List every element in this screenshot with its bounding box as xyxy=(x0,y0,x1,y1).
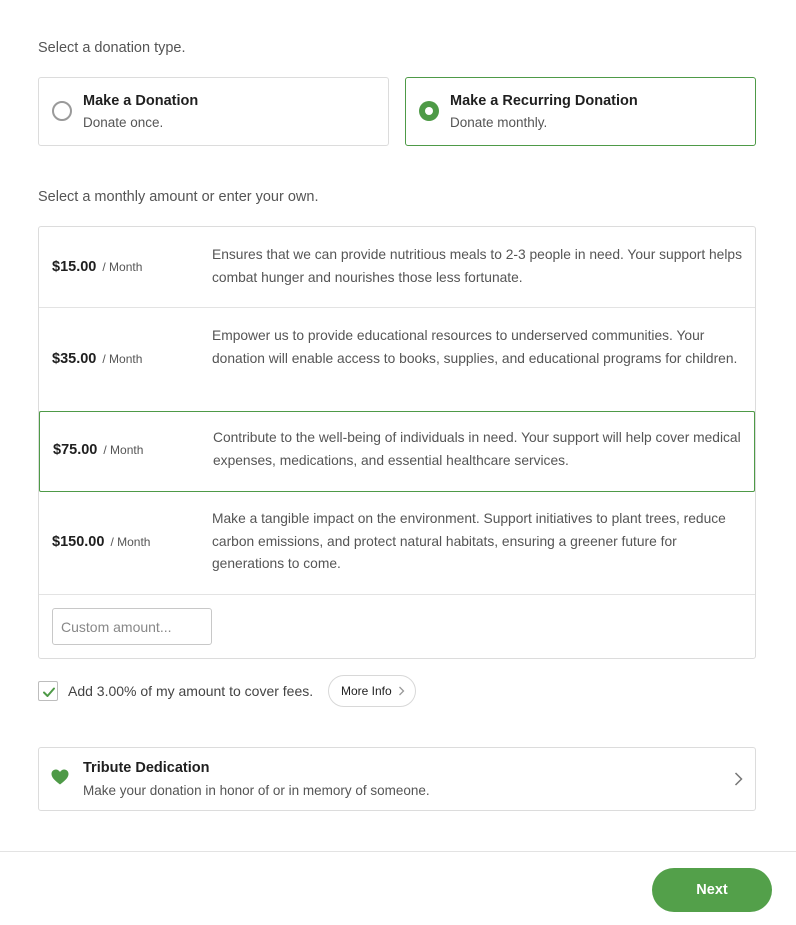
donation-type-subtitle: Donate monthly. xyxy=(450,115,548,130)
checkmark-icon xyxy=(41,684,57,700)
tribute-subtitle: Make your donation in honor of or in memory of someone. xyxy=(83,783,430,798)
amount-price: $75.00 / Month xyxy=(53,442,144,458)
more-info-button[interactable] xyxy=(328,675,416,707)
amount-description: Contribute to the well-being of individuals in need. Your support will help cover medical expenses, medications, and essential healthcare services. xyxy=(213,430,741,468)
custom-amount-input[interactable] xyxy=(52,608,212,645)
amount-price: $150.00 / Month xyxy=(52,534,151,550)
donation-type-label: Select a donation type. xyxy=(38,40,186,56)
donation-type-title: Make a Recurring Donation xyxy=(450,93,638,109)
donation-type-subtitle: Donate once. xyxy=(83,115,164,130)
footer-divider xyxy=(0,851,796,852)
amount-price: $35.00 / Month xyxy=(52,351,143,367)
amount-description: Empower us to provide educational resources to underserved communities. Your donation will enable access to books, supplies, and educational programs for children. xyxy=(212,328,738,366)
one-time-radio[interactable] xyxy=(52,101,72,121)
cover-fees-checkbox[interactable] xyxy=(38,681,58,701)
chevron-right-icon xyxy=(398,686,405,696)
amount-option-35[interactable] xyxy=(39,308,755,412)
amount-price: $15.00 / Month xyxy=(52,259,143,275)
tribute-dedication-button[interactable] xyxy=(38,747,756,811)
amount-option-150[interactable] xyxy=(39,492,755,595)
more-info-label: More Info xyxy=(341,684,392,698)
cover-fees-label: Add 3.00% of my amount to cover fees. xyxy=(68,683,314,699)
chevron-right-icon xyxy=(734,772,743,786)
heart-icon xyxy=(51,769,69,785)
amount-option-75[interactable] xyxy=(39,411,755,492)
amount-description: Make a tangible impact on the environment. Support initiatives to plant trees, reduce carbon emissions, and protect natural habitats, ensuring a greener future for generations to come. xyxy=(212,511,726,571)
donation-type-title: Make a Donation xyxy=(83,93,199,109)
tribute-title: Tribute Dedication xyxy=(83,760,210,776)
recurring-radio[interactable] xyxy=(419,101,439,121)
amount-description: Ensures that we can provide nutritious meals to 2-3 people in need. Your support helps combat hunger and nourishes those less fortunate. xyxy=(212,247,742,285)
donation-type-recurring[interactable] xyxy=(405,77,756,146)
next-button[interactable]: Next xyxy=(652,868,772,912)
donation-type-one-time[interactable] xyxy=(38,77,389,146)
amount-options xyxy=(38,226,756,659)
amount-option-15[interactable] xyxy=(39,227,755,308)
amount-label: Select a monthly amount or enter your own. xyxy=(38,189,319,205)
